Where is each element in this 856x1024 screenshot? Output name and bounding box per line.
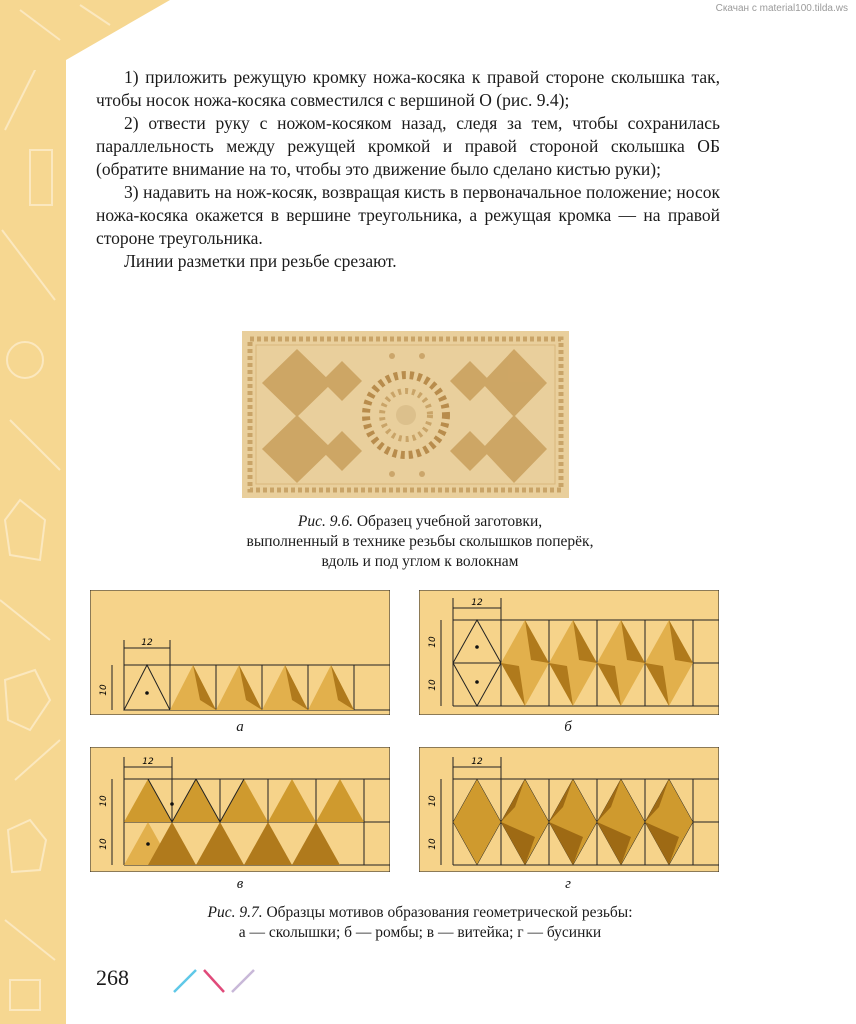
figure-label: Рис. 9.6. [297, 513, 353, 530]
page-side-border [0, 0, 66, 1024]
dim-width: 12 [471, 757, 483, 767]
panel-letter-b: б [564, 719, 572, 735]
diagram-b-romby [419, 590, 719, 715]
paragraph: Линии разметки при резьбе срезают. [124, 251, 397, 271]
paragraph: 2) отвести руку с ножом-косяком назад, следя за тем, чтобы сохранилась параллельность между режущей кромкой и правой стороной сколышка ОБ (обратите внимание на то, чтобы это движение было сделано кистью руки); [96, 113, 720, 179]
figure-9-6-caption [150, 512, 690, 572]
caption-line: вдоль и под углом к волокнам [321, 553, 519, 570]
panel-letter-a: а [236, 719, 244, 735]
dim-height-bottom: 10 [99, 838, 109, 850]
body-text [96, 66, 720, 273]
figure-label: Рис. 9.7. [207, 904, 263, 921]
dim-width: 12 [141, 638, 153, 648]
dim-height-top: 10 [99, 795, 109, 807]
diagram-v-viteyka [90, 747, 390, 872]
panel-letter-g: г [565, 876, 571, 892]
caption-line: а — сколышки; б — ромбы; в — витейка; г — бусинки [238, 924, 602, 941]
figure-9-7-caption [150, 903, 690, 943]
page-decoration [172, 968, 262, 994]
dim-height-bottom: 10 [428, 838, 438, 850]
diagram-a-skolyshki [90, 590, 390, 715]
dim-width: 12 [142, 757, 154, 767]
dim-height-bottom: 10 [428, 679, 438, 691]
dim-height-top: 10 [428, 636, 438, 648]
page-number: 268 [96, 965, 129, 990]
caption-line: Образцы мотивов образования геометрической резьбы: [266, 904, 633, 921]
dim-height: 10 [99, 684, 109, 696]
dim-width: 12 [471, 598, 483, 608]
watermark: Скачан с material100.tilda.ws [715, 3, 848, 14]
paragraph: 1) приложить режущую кромку ножа-косяка к правой стороне сколышка так, чтобы носок ножа-косяка совместился с вершиной О (рис. 9.4); [96, 67, 720, 110]
paragraph: 3) надавить на нож-косяк, возвращая кисть в первоначальное положение; носок ножа-косяка окажется в вершине треугольника, а режущая кромка — на правой стороне треугольника. [96, 182, 720, 248]
panel-letter-v: в [236, 876, 244, 892]
top-corner-decoration [0, 0, 170, 70]
diagram-g-businki [419, 747, 719, 872]
caption-line: Образец учебной заготовки, [356, 513, 543, 530]
sidebar-pattern [0, 0, 66, 1024]
caption-line: выполненный в технике резьбы сколышков поперёк, [246, 533, 594, 550]
dim-height-top: 10 [428, 795, 438, 807]
figure-9-6-photo [242, 331, 569, 498]
